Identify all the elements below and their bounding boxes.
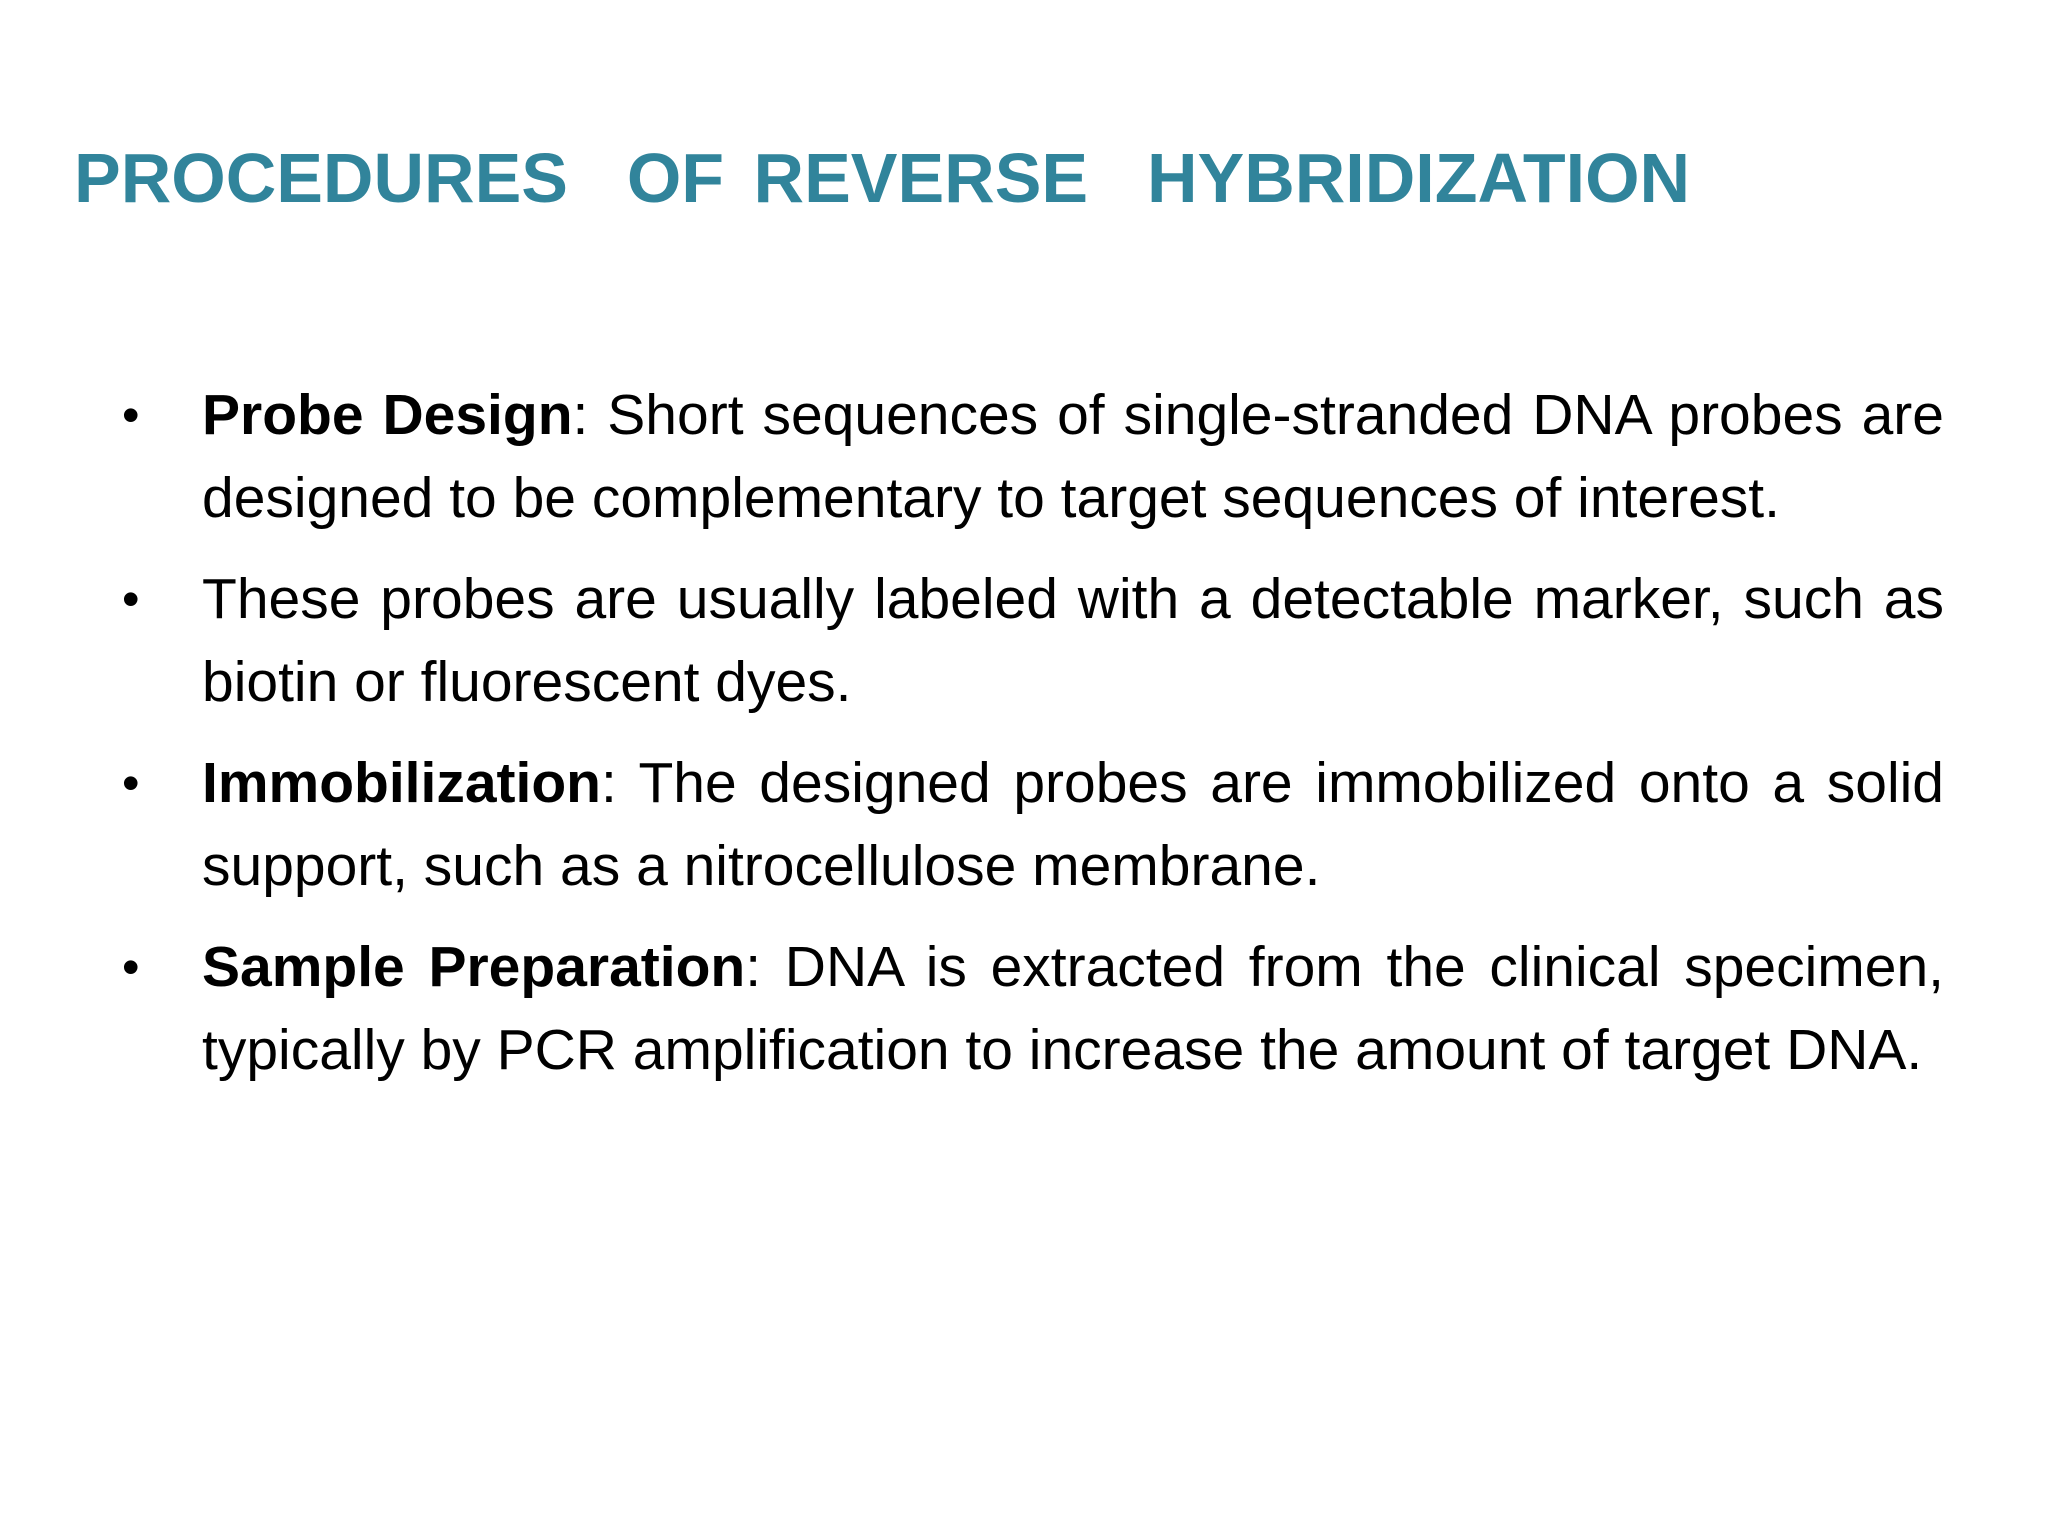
slide-title: PROCEDURES OF REVERSE HYBRIDIZATION: [74, 139, 1691, 217]
bullet-item-probe-design: [122, 374, 1944, 540]
bullet-icon: •: [122, 939, 140, 995]
bullet-term: Sample Preparation: [202, 935, 746, 999]
bullet-item-immobilization: [122, 742, 1944, 908]
bullet-item-probe-labeling: [122, 558, 1944, 724]
bullet-icon: •: [122, 387, 140, 443]
bullet-term: Probe Design: [202, 383, 573, 447]
bullet-text: : Short sequences of single-stranded DNA probes are designed to be complementary to target sequences of interest.: [202, 383, 1944, 530]
bullet-text: These probes are usually labeled with a detectable marker, such as biotin or fluorescent dyes.: [202, 567, 1944, 714]
bullet-item-sample-preparation: [122, 926, 1944, 1092]
bullet-term: Immobilization: [202, 751, 601, 815]
bullet-list: [122, 374, 1944, 1110]
bullet-icon: •: [122, 571, 140, 627]
bullet-text: : The designed probes are immobilized onto a solid support, such as a nitrocellulose membrane.: [202, 751, 1944, 898]
bullet-text: : DNA is extracted from the clinical specimen, typically by PCR amplification to increase the amount of target DNA.: [202, 935, 1944, 1082]
bullet-icon: •: [122, 755, 140, 811]
